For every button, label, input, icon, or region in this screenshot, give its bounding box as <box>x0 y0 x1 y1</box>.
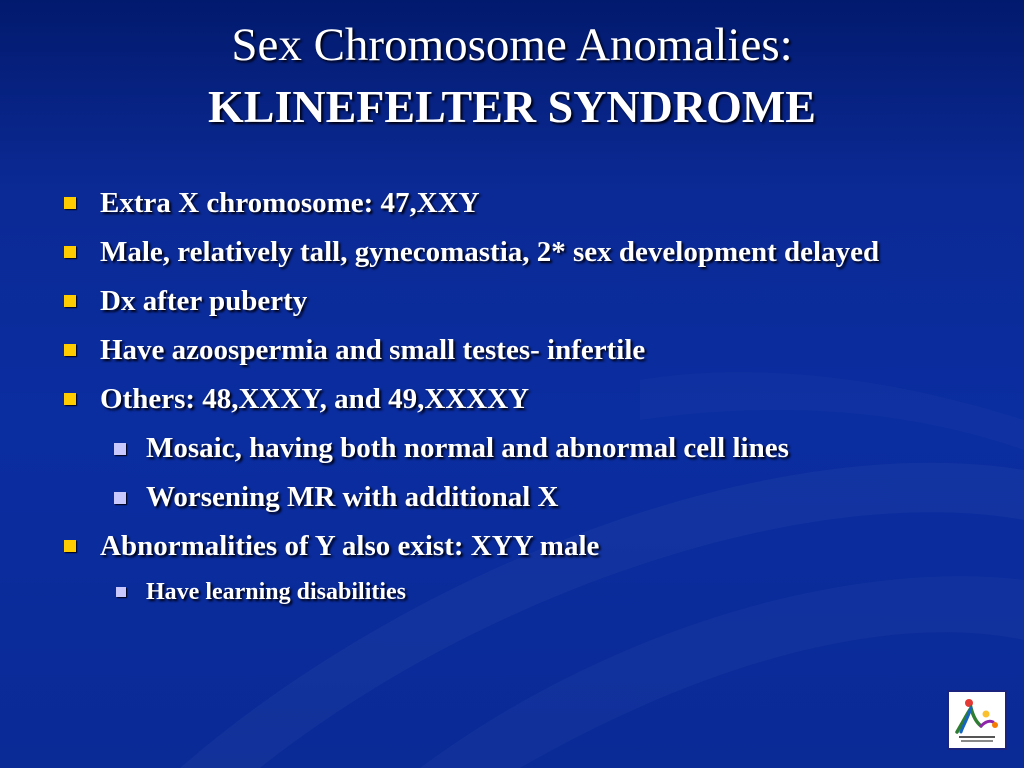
bullet-text: Have learning disabilities <box>146 579 407 605</box>
square-bullet-icon <box>116 587 126 597</box>
bullet-item-level3 <box>62 576 982 608</box>
square-bullet-icon <box>64 246 76 258</box>
bullet-item-level1 <box>62 282 982 320</box>
bullet-text: Abnormalities of Y also exist: XYY male <box>100 530 600 562</box>
bullet-item-level1 <box>62 527 982 565</box>
hospital-logo-icon <box>947 690 1007 750</box>
square-bullet-icon <box>64 540 76 552</box>
bullet-item-level1 <box>62 380 982 418</box>
bullet-list <box>62 184 982 616</box>
bullet-item-level1 <box>62 331 982 369</box>
slide-title <box>0 14 1024 138</box>
bullet-text: Worsening MR with additional X <box>146 481 559 513</box>
title-line-2: KLINEFELTER SYNDROME <box>208 81 816 132</box>
square-bullet-icon <box>64 344 76 356</box>
bullet-item-level1 <box>62 184 982 222</box>
bullet-item-level1 <box>62 233 982 271</box>
square-bullet-icon <box>114 492 126 504</box>
square-bullet-icon <box>64 393 76 405</box>
bullet-text: Have azoospermia and small testes- infertile <box>100 334 646 366</box>
bullet-text: Dx after puberty <box>100 285 308 317</box>
bullet-text: Male, relatively tall, gynecomastia, 2* sex development delayed <box>100 236 880 268</box>
bullet-text: Others: 48,XXXY, and 49,XXXXY <box>100 383 530 415</box>
bullet-text: Mosaic, having both normal and abnormal cell lines <box>146 432 789 464</box>
square-bullet-icon <box>64 295 76 307</box>
square-bullet-icon <box>114 443 126 455</box>
bullet-item-level2 <box>62 478 982 516</box>
square-bullet-icon <box>64 197 76 209</box>
title-line-1: Sex Chromosome Anomalies: <box>231 19 793 71</box>
bullet-item-level2 <box>62 429 982 467</box>
bullet-text: Extra X chromosome: 47,XXY <box>100 187 480 219</box>
